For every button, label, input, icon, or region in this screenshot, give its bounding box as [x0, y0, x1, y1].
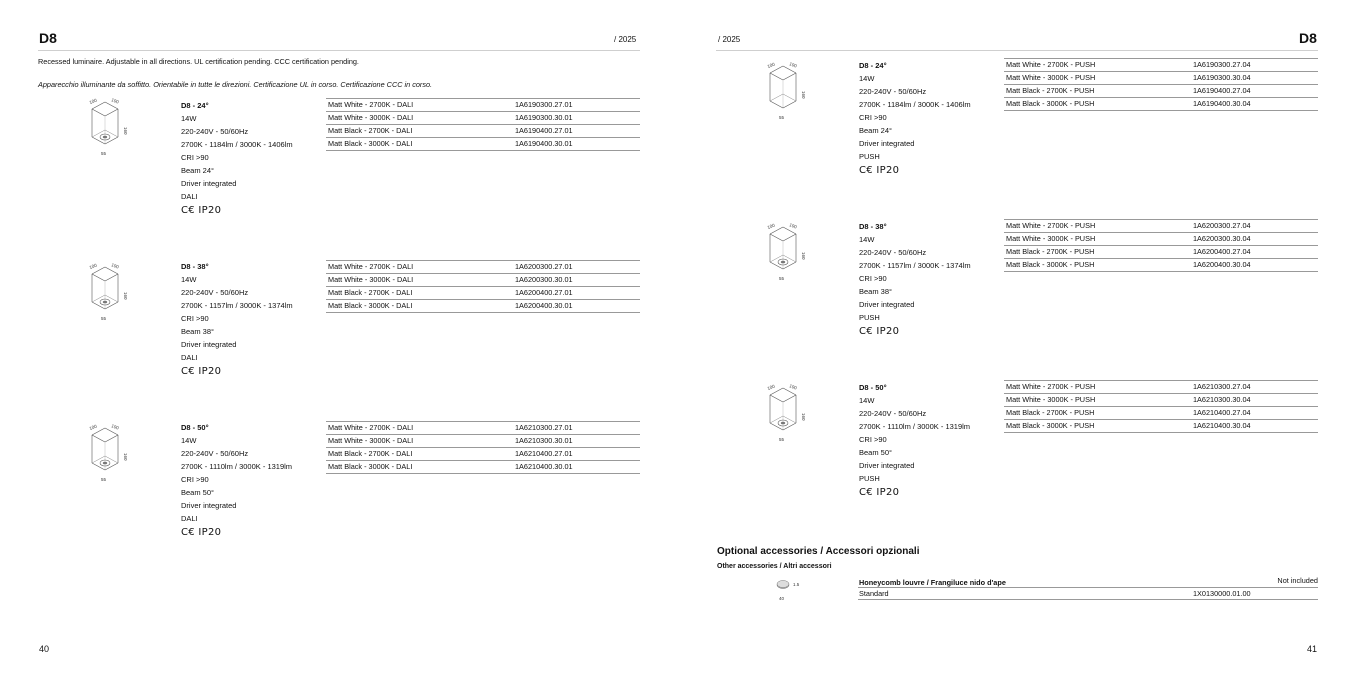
spec-voltage: 220-240V - 50/60Hz — [181, 449, 249, 458]
header-divider — [716, 50, 1318, 51]
product-specs — [859, 59, 971, 177]
spec-cri: CRI >90 — [859, 435, 887, 444]
spec-beam: Beam 38° — [181, 327, 215, 336]
accessory-divider — [858, 599, 1318, 600]
table-row: Matt White - 2700K - DALI 1A6210300.27.01 — [326, 422, 640, 435]
luminaire-drawing-icon — [80, 423, 130, 483]
spec-lumen: 2700K - 1110lm / 3000K - 1319lm — [859, 422, 971, 431]
svg-text:100: 100 — [88, 97, 98, 105]
spec-driver: Driver integrated — [181, 340, 237, 349]
variant-table — [326, 421, 640, 474]
svg-text:100: 100 — [766, 61, 776, 69]
svg-text:100: 100 — [88, 423, 98, 431]
table-row: Matt Black - 3000K - DALI 1A6190400.30.01 — [326, 138, 640, 151]
spec-beam: Beam 24° — [181, 166, 215, 175]
svg-text:55: 55 — [779, 437, 785, 442]
svg-text:100: 100 — [766, 383, 776, 391]
certification-mark: C€ IP20 — [859, 487, 900, 498]
spec-control: PUSH — [859, 474, 880, 483]
accessories-subtitle: Other accessories / Altri accessori — [717, 563, 832, 570]
table-row: Matt White - 3000K - PUSH 1A6200300.30.04 — [1004, 233, 1318, 246]
product-specs — [859, 381, 970, 499]
product-specs — [859, 220, 971, 338]
svg-text:1.5: 1.5 — [793, 582, 800, 587]
certification-mark: C€ IP20 — [181, 205, 222, 216]
table-row: Matt Black - 2700K - PUSH 1A6210400.27.04 — [1004, 407, 1318, 420]
spec-voltage: 220-240V - 50/60Hz — [859, 409, 927, 418]
svg-text:100: 100 — [788, 383, 798, 391]
spec-lumen: 2700K - 1184lm / 3000K - 1406lm — [859, 100, 971, 109]
luminaire-drawing-icon — [80, 97, 130, 157]
accessory-variant-name: Standard — [859, 589, 889, 598]
product-name: D8 - 38° — [181, 262, 209, 271]
table-row: Matt Black - 3000K - PUSH 1A6200400.30.04 — [1004, 259, 1318, 272]
product-specs — [181, 99, 293, 217]
svg-text:55: 55 — [101, 477, 107, 482]
svg-text:160: 160 — [801, 91, 806, 99]
spec-driver: Driver integrated — [859, 461, 915, 470]
variant-table — [1004, 58, 1318, 111]
product-name: D8 - 50° — [859, 383, 887, 392]
variant-table — [1004, 380, 1318, 433]
svg-text:100: 100 — [766, 222, 776, 230]
table-row: Matt White - 2700K - DALI 1A6190300.27.01 — [326, 99, 640, 112]
right-page — [678, 0, 1356, 678]
spec-beam: Beam 50° — [181, 488, 215, 497]
certification-mark: C€ IP20 — [859, 326, 900, 337]
table-row: Matt Black - 2700K - DALI 1A6200400.27.01 — [326, 287, 640, 300]
spec-driver: Driver integrated — [859, 300, 915, 309]
spec-control: PUSH — [859, 313, 880, 322]
accessory-variant-code: 1X0130000.01.00 — [1193, 589, 1251, 598]
table-row: Matt White - 2700K - PUSH 1A6190300.27.04 — [1004, 59, 1318, 72]
spec-control: PUSH — [859, 152, 880, 161]
table-row: Matt Black - 3000K - DALI 1A6200400.30.01 — [326, 300, 640, 313]
svg-text:55: 55 — [779, 115, 785, 120]
svg-text:100: 100 — [88, 262, 98, 270]
louvre-drawing-icon — [773, 576, 805, 602]
page-title: D8 — [39, 30, 57, 46]
svg-text:100: 100 — [788, 222, 798, 230]
spec-driver: Driver integrated — [859, 139, 915, 148]
product-specs — [181, 260, 293, 378]
spec-control: DALI — [181, 192, 198, 201]
spec-voltage: 220-240V - 50/60Hz — [859, 248, 927, 257]
accessories-title: Optional accessories / Accessori opzionali — [717, 546, 920, 557]
svg-text:100: 100 — [110, 262, 120, 270]
spec-lumen: 2700K - 1110lm / 3000K - 1319lm — [181, 462, 293, 471]
variant-table — [326, 260, 640, 313]
table-row: Matt White - 3000K - DALI 1A6200300.30.01 — [326, 274, 640, 287]
table-row: Matt Black - 3000K - DALI 1A6210400.30.01 — [326, 461, 640, 474]
table-row: Matt White - 2700K - PUSH 1A6210300.27.04 — [1004, 381, 1318, 394]
spec-power: 14W — [181, 114, 197, 123]
spec-voltage: 220-240V - 50/60Hz — [859, 87, 927, 96]
spec-voltage: 220-240V - 50/60Hz — [181, 288, 249, 297]
accessory-name: Honeycomb louvre / Frangiluce nido d'ape — [859, 578, 1006, 587]
svg-text:100: 100 — [788, 61, 798, 69]
table-row: Matt White - 2700K - PUSH 1A6200300.27.04 — [1004, 220, 1318, 233]
svg-text:55: 55 — [101, 151, 107, 156]
svg-text:160: 160 — [801, 413, 806, 421]
table-row: Matt Black - 2700K - DALI 1A6210400.27.01 — [326, 448, 640, 461]
spec-power: 14W — [859, 74, 875, 83]
svg-text:55: 55 — [101, 316, 107, 321]
table-row: Matt White - 3000K - PUSH 1A6190300.30.04 — [1004, 72, 1318, 85]
spec-cri: CRI >90 — [859, 113, 887, 122]
accessory-divider — [858, 587, 1318, 588]
table-row: Matt White - 3000K - DALI 1A6190300.30.01 — [326, 112, 640, 125]
page-number: 41 — [1307, 644, 1318, 654]
table-row: Matt White - 2700K - DALI 1A6200300.27.01 — [326, 261, 640, 274]
spec-driver: Driver integrated — [181, 501, 237, 510]
table-row: Matt Black - 2700K - PUSH 1A6190400.27.04 — [1004, 85, 1318, 98]
catalog-year: / 2025 — [718, 35, 741, 44]
description-en: Recessed luminaire. Adjustable in all directions. UL certification pending. CCC certification pending. — [38, 57, 359, 66]
spec-cri: CRI >90 — [181, 475, 209, 484]
spec-cri: CRI >90 — [859, 274, 887, 283]
product-name: D8 - 38° — [859, 222, 887, 231]
spec-power: 14W — [181, 436, 197, 445]
luminaire-drawing-icon — [80, 262, 130, 322]
svg-text:100: 100 — [110, 423, 120, 431]
certification-mark: C€ IP20 — [859, 165, 900, 176]
catalog-year: / 2025 — [614, 35, 637, 44]
spec-voltage: 220-240V - 50/60Hz — [181, 127, 249, 136]
luminaire-drawing-icon — [758, 383, 808, 443]
spec-lumen: 2700K - 1184lm / 3000K - 1406lm — [181, 140, 293, 149]
certification-mark: C€ IP20 — [181, 527, 222, 538]
product-name: D8 - 50° — [181, 423, 209, 432]
spec-cri: CRI >90 — [181, 153, 209, 162]
svg-text:100: 100 — [110, 97, 120, 105]
svg-text:160: 160 — [123, 292, 128, 300]
spec-control: DALI — [181, 353, 198, 362]
spec-beam: Beam 24° — [859, 126, 893, 135]
table-row: Matt Black - 3000K - PUSH 1A6190400.30.04 — [1004, 98, 1318, 111]
description-it: Apparecchio illuminante da soffitto. Orientabile in tutte le direzioni. Certificazione UL in corso. Certificazione CCC in corso. — [38, 80, 433, 89]
svg-text:160: 160 — [123, 453, 128, 461]
page-number: 40 — [39, 644, 50, 654]
table-row: Matt Black - 2700K - PUSH 1A6200400.27.04 — [1004, 246, 1318, 259]
product-name: D8 - 24° — [181, 101, 209, 110]
variant-table — [326, 98, 640, 151]
spec-cri: CRI >90 — [181, 314, 209, 323]
svg-text:40: 40 — [779, 596, 785, 601]
accessory-status: Not included — [1277, 576, 1318, 585]
certification-mark: C€ IP20 — [181, 366, 222, 377]
spec-beam: Beam 38° — [859, 287, 893, 296]
table-row: Matt Black - 2700K - DALI 1A6190400.27.01 — [326, 125, 640, 138]
spec-lumen: 2700K - 1157lm / 3000K - 1374lm — [859, 261, 971, 270]
svg-text:160: 160 — [801, 252, 806, 260]
product-name: D8 - 24° — [859, 61, 887, 70]
header-divider — [38, 50, 640, 51]
table-row: Matt Black - 3000K - PUSH 1A6210400.30.04 — [1004, 420, 1318, 433]
spec-power: 14W — [859, 235, 875, 244]
page-title: D8 — [1299, 30, 1317, 46]
spec-beam: Beam 50° — [859, 448, 893, 457]
spec-control: DALI — [181, 514, 198, 523]
luminaire-drawing-icon — [758, 222, 808, 282]
table-row: Matt White - 3000K - DALI 1A6210300.30.01 — [326, 435, 640, 448]
svg-text:55: 55 — [779, 276, 785, 281]
spec-lumen: 2700K - 1157lm / 3000K - 1374lm — [181, 301, 293, 310]
spec-power: 14W — [859, 396, 875, 405]
product-specs — [181, 421, 292, 539]
table-row: Matt White - 3000K - PUSH 1A6210300.30.04 — [1004, 394, 1318, 407]
spec-power: 14W — [181, 275, 197, 284]
spec-driver: Driver integrated — [181, 179, 237, 188]
luminaire-drawing-icon — [758, 61, 808, 121]
variant-table — [1004, 219, 1318, 272]
svg-text:160: 160 — [123, 127, 128, 135]
